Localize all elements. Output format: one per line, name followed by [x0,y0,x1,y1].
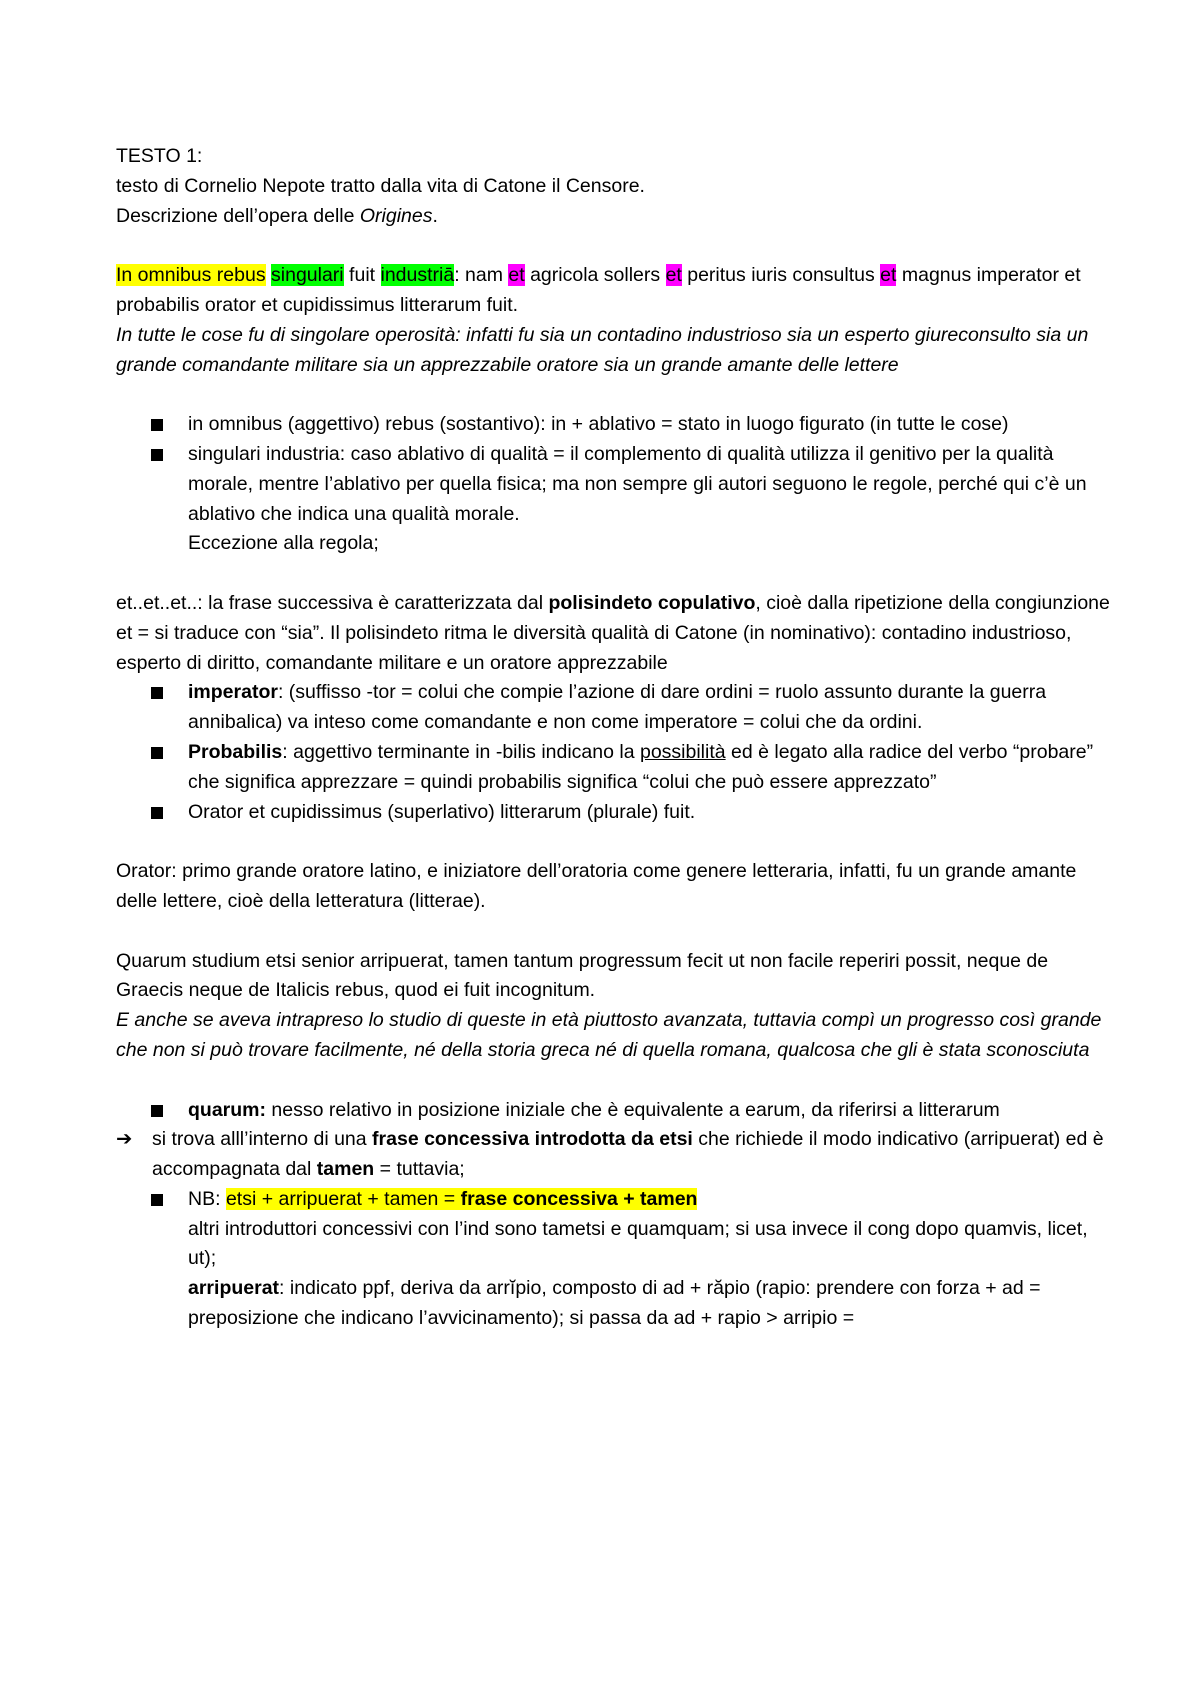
arrow-list [116,1125,1110,1334]
polisindeto-paragraph: et..et..et..: la frase successiva è caratterizzata dal polisindeto copulativo, cioè dalla ripetizione della congiunzione et = si traduce con “sia”. Il polisindeto ritma le diversità qualità di Catone (in nominativo): contadino industrioso, esperto di diritto, comandante militare e un oratore apprezzabile [116,591,1110,674]
notes-list-1 [116,410,1110,559]
notes-list-3 [116,1096,1110,1126]
translation-2: E anche se aveva intrapreso lo studio di queste in età piuttosto avanzata, tuttavia compì un progresso così grande che non si può trovare facilmente, né della storia greca né di quella romana, qualcosa che gli è stata sconosciuta [116,1009,1102,1061]
list-item: in omnibus (aggettivo) rebus (sostantivo): in + ablativo = stato in luogo figurato (in tutte le cose) [188,410,1110,440]
highlight-yellow: In omnibus rebus [116,264,266,287]
nb-list [152,1185,1110,1334]
list-item: quarum: nesso relativo in posizione iniziale che è equivalente a earum, da riferirsi a litterarum [188,1096,1110,1126]
list-item: Probabilis: aggettivo terminante in -bilis indicano la possibilità ed è legato alla radice del verbo “probare” che significa apprezzare = quindi probabilis significa “colui che può essere apprezzato” [188,738,1110,798]
latin-passage-1: In omnibus rebus singulari fuit industriā: nam et agricola sollers et peritus iuris consultus et magnus imperator et probabilis orator et cupidissimus litterarum fuit. [116,264,1081,316]
latin-passage-2: Quarum studium etsi senior arripuerat, tamen tantum progressum fecit ut non facile reperiri possit, neque de Graecis neque de Italicis rebus, quod ei fuit incognitum. [116,949,1049,1002]
list-item: NB: etsi + arripuerat + tamen = frase concessiva + tamen altri introduttori concessivi con l’ind sono tametsi e quamquam; si usa invece il cong dopo quamvis, licet, ut); arripuerat: indicato ppf, deriva da arrĭpio, composto di ad + răpio (rapio: prendere con forza + ad = preposizione che indicano l’avvicinamento); si passa da ad + rapio > arripio = [188,1185,1110,1334]
highlight-green: singulari [271,264,344,287]
doc-title: TESTO 1: [116,145,203,167]
orator-note: Orator: primo grande oratore latino, e iniziatore dell’oratoria come genere letteraria, infatti, fu un grande amante delle lettere, cioè della letteratura (litterae). [116,860,1077,912]
description-line: Descrizione dell’opera delle Origines. [116,204,438,227]
source-line: testo di Cornelio Nepote tratto dalla vita di Catone il Censore. [116,174,645,197]
notes-list-2 [116,678,1110,827]
highlight-magenta: et [880,264,897,287]
highlight-magenta: et [508,264,525,287]
highlight-green: industriā [380,264,455,287]
highlight-yellow: etsi + arripuerat + tamen = frase concessiva + tamen [225,1187,698,1210]
arrow-item: ➔ si trova alll’interno di una frase concessiva introdotta da etsi che richiede il modo indicativo (arripuerat) ed è accompagnata dal tamen = tuttavia; NB: etsi + arripuerat + tamen = frase concessiva + tamen altri introduttori concessivi con l’ind sono tametsi e quamquam; si usa invece il cong dopo quamvis, licet, ut); arripuerat: indicato ppf, deriva da arrĭpio, composto di ad + răpio (rapio: prendere con forza + ad = preposizione che indicano l’avvicinamento); si passa da ad + rapio > arripio = [152,1125,1110,1334]
list-item: singulari industria: caso ablativo di qualità = il complemento di qualità utilizza il genitivo per la qualità morale, mentre l’ablativo per quella fisica; ma non sempre gli autori seguono le regole, perché qui c’è un ablativo che indica una qualità morale. Eccezione alla regola; [188,440,1110,559]
list-item: Orator et cupidissimus (superlativo) litterarum (plurale) fuit. [188,798,1110,828]
origines-title: Origines [359,204,433,227]
highlight-magenta: et [665,264,682,287]
arrow-right-icon: ➔ [116,1128,133,1151]
list-item: imperator: (suffisso -tor = colui che compie l’azione di dare ordini = ruolo assunto durante la guerra annibalica) va inteso come comandante e non come imperatore = colui che da ordini. [188,678,1110,738]
translation-1: In tutte le cose fu di singolare operosità: infatti fu sia un contadino industrioso sia un esperto giureconsulto sia un grande comandante militare sia un apprezzabile oratore sia un grande amante delle lettere [116,323,1089,376]
